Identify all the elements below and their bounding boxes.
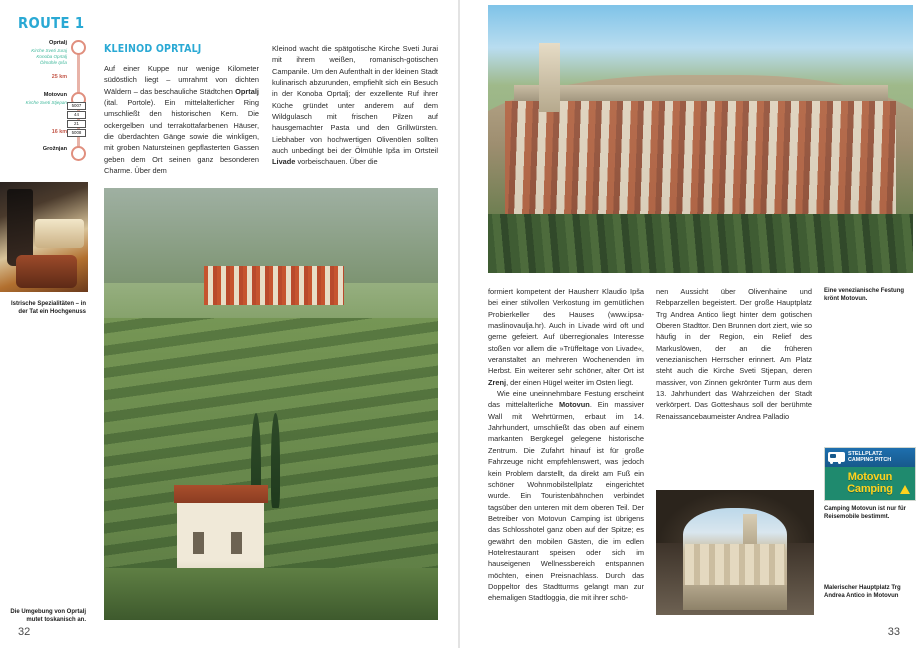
badge-header-line2: CAMPING PITCH	[848, 457, 892, 464]
photo-detail	[193, 532, 203, 554]
photo-detail	[685, 544, 785, 585]
caption-camping-motovun: Camping Motovun ist nur für Reisemobile bestimmt.	[824, 506, 906, 521]
caption-motovun-archway: Malerischer Hauptplatz Trg Andrea Antico in Motovun	[824, 585, 901, 600]
photo-detail	[231, 532, 241, 554]
badge-header-line1: STELLPLATZ	[848, 450, 883, 457]
photo-istrian-specialties	[0, 182, 88, 292]
route-stop-sub-oprtalj-2: Konoba Oprtalj	[36, 54, 67, 59]
route-stop-name-oprtalj: Oprtalj	[48, 40, 67, 46]
route-stop-name-motovun: Motovun	[43, 92, 67, 98]
road-shield-21: 21	[67, 120, 86, 128]
photo-detail	[104, 568, 438, 620]
photo-detail	[539, 43, 560, 113]
right-column-1-paragraph-2: Wie eine uneinnehmbare Festung erscheint das mittelalterliche Motovun. Ein massiver Wall mit Wehrtürmen, erbaut im 14. Jahrhundert, umschließt das oben auf einem markanten Bergkegel gelegene historische Zentrum. Die Zufahrt hinauf ist für große Fahrzeuge nicht empfehlenswert, was jedoch kein Problem darstellt, da direkt am Fuß ein schöner Wohnmobilstellplatz eingerichtet wurde. Ein Touristenbähnchen verbindet tagsüber den unteren mit dem oberen Teil. Der Betreiber von Motovun Camping ist übrigens das Schlosshotel ganz oben auf der Spitze; es gewährt den mobilen Gästen, die im edlen Hotelrestaurant speisen oder sich im hauseigenen Wellnessbereich entspannen möchten, einen Preisnachlass. Durch das Doppeltor des Stadtturms gelangt man zur ehemaligen Stadtloggia, die mit ihrer schö-	[488, 389, 644, 603]
photo-detail	[204, 266, 344, 305]
camping-pitch-badge	[824, 447, 916, 501]
right-column-1-paragraph-1: formiert kompetent der Hausherr Klaudio Ipša bei einer stilvollen Verkostung im gemütlichen Probierkeller des Hauses (www.ipsa-maslinovaulja.hr). Auch in Livade wird oft und gerne gefeiert. Auf überregionales Interesse stoßen vor allem die »Trüffeltage von Livade«, veranstaltet an mehreren Wochenenden im Herbst. Ein weiterer sehr schöner, alter Ort ist Zrenj, der einen Hügel weiter im Osten liegt.	[488, 287, 644, 387]
photo-motovun-hilltown	[488, 5, 913, 273]
route-stop-sub-oprtalj-3: Ölmühle Ipša	[39, 60, 67, 65]
badge-body	[825, 467, 915, 500]
photo-detail	[16, 255, 78, 288]
route-distance-1: 25 km	[51, 74, 67, 80]
page-number-left: 32	[18, 626, 31, 638]
badge-name-line1: Motovun	[847, 471, 893, 484]
road-shield-5007: 5007	[67, 102, 86, 110]
route-stop-sub-oprtalj-1: Kirche Sveti Juraj	[31, 48, 67, 53]
photo-detail	[683, 508, 787, 611]
caption-istrian-specialties: Istrische Spezialitäten – in der Tat ein Hochgenuss	[10, 301, 86, 316]
route-node-groznjan	[71, 146, 86, 161]
photo-detail	[271, 413, 280, 508]
route-strip-diagram	[5, 36, 93, 162]
badge-name-line2: Camping	[847, 483, 893, 496]
road-shield-44: 44	[67, 111, 86, 119]
page-gutter	[458, 0, 460, 648]
page-number-right: 33	[887, 626, 900, 638]
left-column-2	[272, 43, 438, 168]
right-column-2-paragraph: nen Aussicht über Olivenhaine und Rebparzellen begeistert. Der große Hauptplatz Trg Andrea Antico liegt hinter dem gotischen Oberen Stadttor. Den Brunnen dort ziert, wie so häufig in der Region, ein Relief des Markuslöwen, der an die früheren venezianischen Herrscher erinnert. Am Platz steht auch die Kirche Sveti Stjepan, deren massiver, von Zinnen gekrönter Turm aus dem 13. Jahrhundert das Wahrzeichen der Stadt verkörpert. Das Gotteshaus soll der berühmte Renaissancebaumeister Andrea Palladio	[656, 287, 812, 421]
section-heading-kleinod-oprtalj: KLEINOD OPRTALJ	[104, 43, 202, 55]
warning-triangle-icon	[900, 485, 910, 494]
right-column-2	[656, 286, 812, 422]
caption-motovun-fortress: Eine venezianische Festung krönt Motovun.	[824, 288, 905, 303]
photo-motovun-archway	[656, 490, 814, 615]
route-stop-name-groznjan: Grožnjan	[42, 146, 67, 152]
photo-detail	[683, 585, 787, 610]
photo-detail	[488, 214, 913, 273]
left-column-2-paragraph: Kleinod wacht die spätgotische Kirche Sveti Jurai mit ihrem weißen, romanisch-gotischen Campanile. Um den Aufenthalt in der kleinen Stadt kulinarisch abzurunden, empfiehlt sich ein Besuch in der Konoba Oprtalj; der exzellente Ruf ihrer Küche gründet unter anderem auf dem Wildgulasch mit frischen Pilzen auf hausgemachter Pasta und den Grillwürsten. Liebhaber von hochwertigen Olivenölen sollten auch unbedingt bei der Ölmühle Ipša im Ortsteil Livade vorbeischauen. Über die	[272, 44, 438, 167]
route-node-oprtalj	[71, 40, 86, 55]
photo-detail	[35, 219, 83, 248]
left-column-1	[104, 63, 259, 176]
route-title: ROUTE 1	[18, 14, 85, 32]
road-shield-5008: 5008	[67, 129, 86, 137]
right-column-1	[488, 286, 644, 604]
badge-header	[825, 448, 915, 467]
caption-oprtalj-valley: Die Umgebung von Oprtalj mutet toskanisch an.	[10, 609, 86, 624]
photo-oprtalj-valley	[104, 188, 438, 620]
left-column-1-paragraph: Auf einer Kuppe nur wenige Kilometer südöstlich liegt – umrahmt von dichten Wäldern – das beschauliche Städtchen Oprtalj (ital. Portole). Ein mittelalterlicher Ring umschließt den historischen Kern. Die ockergelben und terrakottafarbenen Häuser, die überdachten Gänge sowie die winkligen, mit groben Natursteinen gepflasterten Gassen geben dem Ort seinen ganz besonderen Charme. Über dem	[104, 64, 259, 176]
photo-detail	[174, 485, 268, 502]
camper-van-icon	[828, 452, 845, 462]
badge-header-text	[848, 451, 891, 464]
route-stop-sub-motovun-1: Kirche Sveti Stjepan	[25, 100, 67, 105]
route-distance-2: 16 km	[51, 129, 67, 135]
